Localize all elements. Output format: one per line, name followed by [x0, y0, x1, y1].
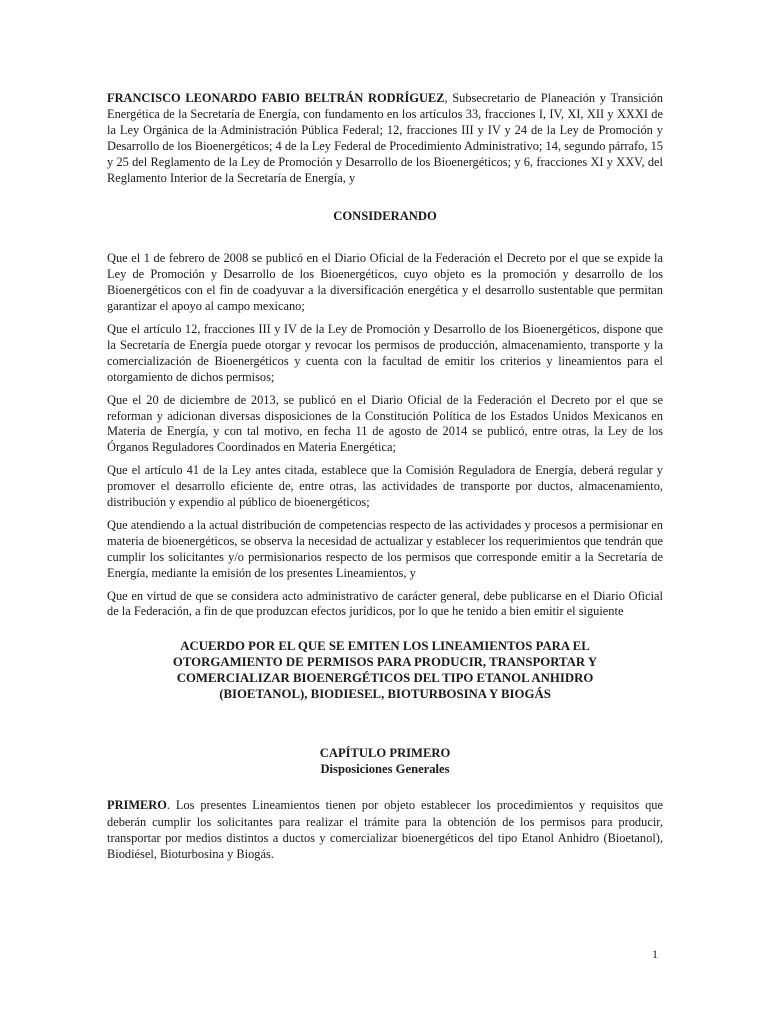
considerando-paragraph: Que en virtud de que se considera acto administrativo de carácter general, debe publicarse en el Diario Oficial de la Federación, a fin de que produzcan efectos jurídicos, por lo que he tenido a bien emitir el siguiente: [107, 588, 663, 619]
intro-text: , Subsecretario de Planeación y Transición Energética de la Secretaría de Energía, con fundamento en los artículos 33, fracciones I, IV, XI, XII y XXXI de la Ley Orgánica de la Administración Pública Federal; 12, fracciones III y IV y 24 de la Ley de Promoción y Desarrollo de los Bioenergéticos; 4 de la Ley Federal de Procedimiento Administrativo; 14, segundo párrafo, 15 y 25 del Reglamento de la Ley de Promoción y Desarrollo de los Bioenergéticos; y 6, fracciones XI y XXV, del Reglamento Interior de la Secretaría de Energía, y: [107, 91, 663, 185]
document-page: [107, 91, 663, 875]
primero-text: . Los presentes Lineamientos tienen por objeto establecer los procedimientos y requisitos que deberán cumplir los solicitantes para realizar el trámite para la obtención de los permisos para producir, transportar por medios distintos a ductos y comercializar bioenergéticos del tipo Etanol Anhidro (Bioetanol), Biodiésel, Bioturbosina y Biogás.: [107, 798, 663, 862]
considerando-paragraph: Que el 20 de diciembre de 2013, se publicó en el Diario Oficial de la Federación el Decreto por el que se reforman y adicionan diversas disposiciones de la Constitución Política de los Estados Unidos Mexicanos en Materia de Energía, y con tal motivo, en fecha 11 de agosto de 2014 se publicó, entre otras, la Ley de los Órganos Reguladores Coordinados en Materia Energética;: [107, 392, 663, 455]
primero-paragraph: [107, 797, 663, 862]
considerando-paragraph: Que atendiendo a la actual distribución de competencias respecto de las actividades y procesos a permisionar en materia de bioenergéticos, se observa la necesidad de actualizar y establecer los requerimientos que tendrán que cumplir los solicitantes y/o permisionarios respecto de los permisos que corresponde emitir a la Secretaría de Energía, mediante la emisión de los presentes Lineamientos, y: [107, 517, 663, 580]
chapter-subtitle: Disposiciones Generales: [320, 762, 450, 777]
official-name: FRANCISCO LEONARDO FABIO BELTRÁN RODRÍGUEZ: [107, 91, 445, 105]
page-number: 1: [652, 947, 658, 961]
considerando-paragraph: Que el 1 de febrero de 2008 se publicó en el Diario Oficial de la Federación el Decreto por el que se expide la Ley de Promoción y Desarrollo de los Bioenergéticos, cuyo objeto es la promoción y desarrollo de los Bioenergéticos con el fin de coadyuvar a la diversificación energética y el desarrollo sustentable que permitan garantizar el apoyo al campo mexicano;: [107, 251, 663, 314]
considerando-paragraph: Que el artículo 12, fracciones III y IV de la Ley de Promoción y Desarrollo de los Bioenergéticos, dispone que la Secretaría de Energía puede otorgar y revocar los permisos de producción, almacenamiento, transporte y la comercialización de Bioenergéticos y cuenta con la facultad de emitir los criterios y lineamientos para el otorgamiento de dichos permisos;: [107, 321, 663, 384]
chapter-heading: [107, 745, 663, 777]
intro-paragraph: [107, 91, 663, 186]
acuerdo-title: ACUERDO POR EL QUE SE EMITEN LOS LINEAMIENTOS PARA EL OTORGAMIENTO DE PERMISOS PARA PRODUCIR, TRANSPORTAR Y COMERCIALIZAR BIOENERGÉTICOS DEL TIPO ETANOL ANHIDRO (BIOETANOL), BIODIESEL, BIOTURBOSINA Y BIOGÁS: [172, 639, 598, 702]
primero-label: PRIMERO: [107, 798, 167, 813]
considerando-paragraph: Que el artículo 41 de la Ley antes citada, establece que la Comisión Reguladora de Energía, deberá regular y promover el desarrollo eficiente de, entre otras, las actividades de transporte por ductos, almacenamiento, distribución y expendio al público de bioenergéticos;: [107, 463, 663, 510]
considerando-heading: CONSIDERANDO: [333, 209, 437, 224]
chapter-title: CAPÍTULO PRIMERO: [319, 746, 451, 761]
considerando-paragraphs: [107, 251, 663, 620]
